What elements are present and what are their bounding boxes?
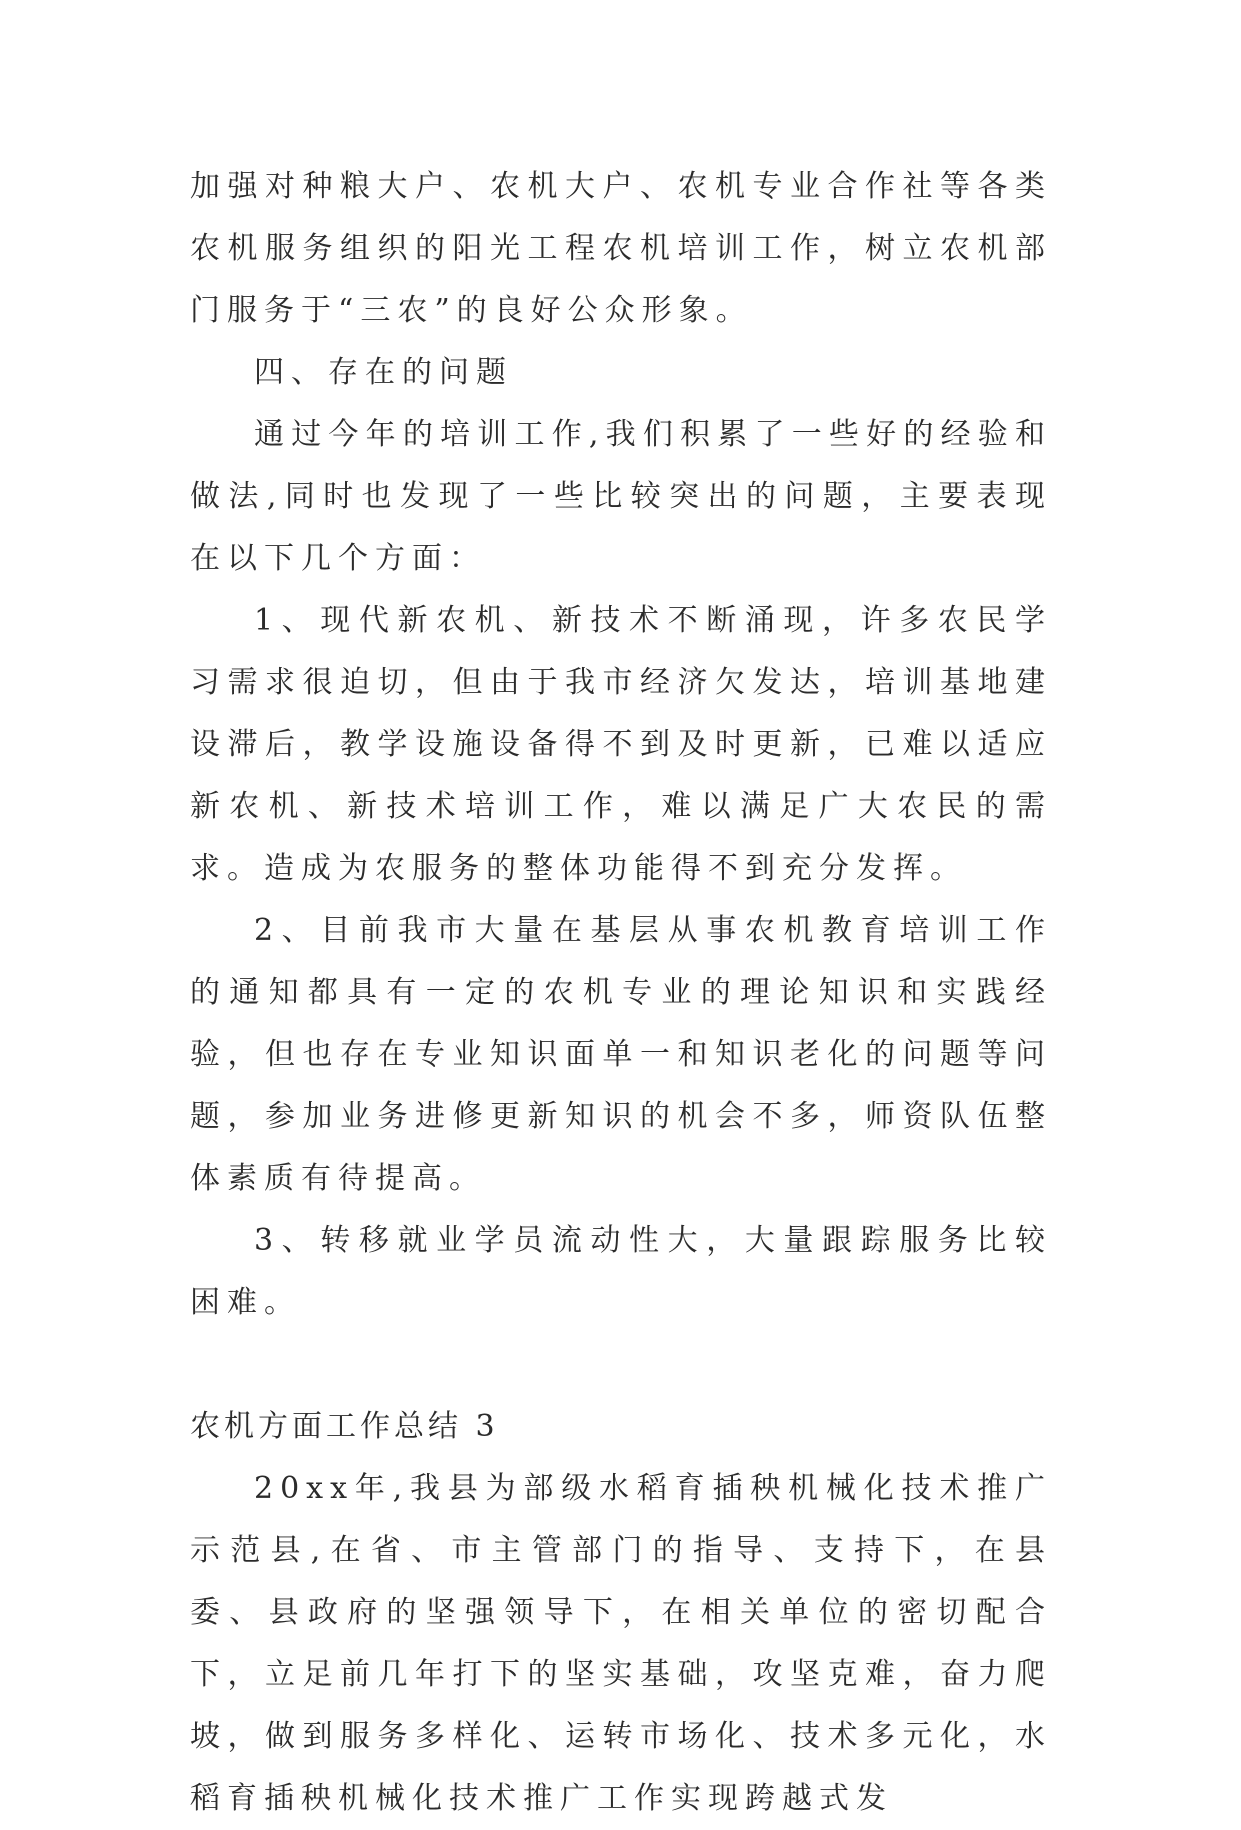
paragraph-problem-3: 3、转移就业学员流动性大，大量跟踪服务比较困难。 bbox=[190, 1223, 1052, 1320]
paragraph-section-3-intro: 20xx年,我县为部级水稻育插秧机械化技术推广示范县,在省、市主管部门的指导、支持下，在县委、县政府的坚强领导下，在相关单位的密切配合下，立足前几年打下的坚实基础，攻坚克难，奋力爬坡，做到服务多样化、运转市场化、技术多元化，水稻育插秧机械化技术推广工作实现跨越式发 bbox=[190, 1471, 1052, 1816]
section-heading-problems: 四、存在的问题 bbox=[254, 355, 513, 390]
paragraph-intro: 加强对种粮大户、农机大户、农机专业合作社等各类农机服务组织的阳光工程农机培训工作，树立农机部门服务于“三农”的良好公众形象。 bbox=[190, 169, 1052, 328]
section-title: 农机方面工作总结 3 bbox=[190, 1409, 499, 1444]
paragraph-problems-summary: 通过今年的培训工作,我们积累了一些好的经验和做法,同时也发现了一些比较突出的问题，主要表现在以下几个方面： bbox=[190, 417, 1052, 576]
section-spacer bbox=[190, 1334, 1052, 1396]
paragraph-problem-1: 1、现代新农机、新技术不断涌现，许多农民学习需求很迫切，但由于我市经济欠发达，培训基地建设滞后，教学设施设备得不到及时更新，已难以适应新农机、新技术培训工作，难以满足广大农民的需求。造成为农服务的整体功能得不到充分发挥。 bbox=[190, 603, 1052, 886]
paragraph-problem-2: 2、目前我市大量在基层从事农机教育培训工作的通知都具有一定的农机专业的理论知识和实践经验，但也存在专业知识面单一和知识老化的问题等问题，参加业务进修更新知识的机会不多，师资队伍整体素质有待提高。 bbox=[190, 913, 1052, 1196]
document-body bbox=[190, 156, 1052, 1830]
